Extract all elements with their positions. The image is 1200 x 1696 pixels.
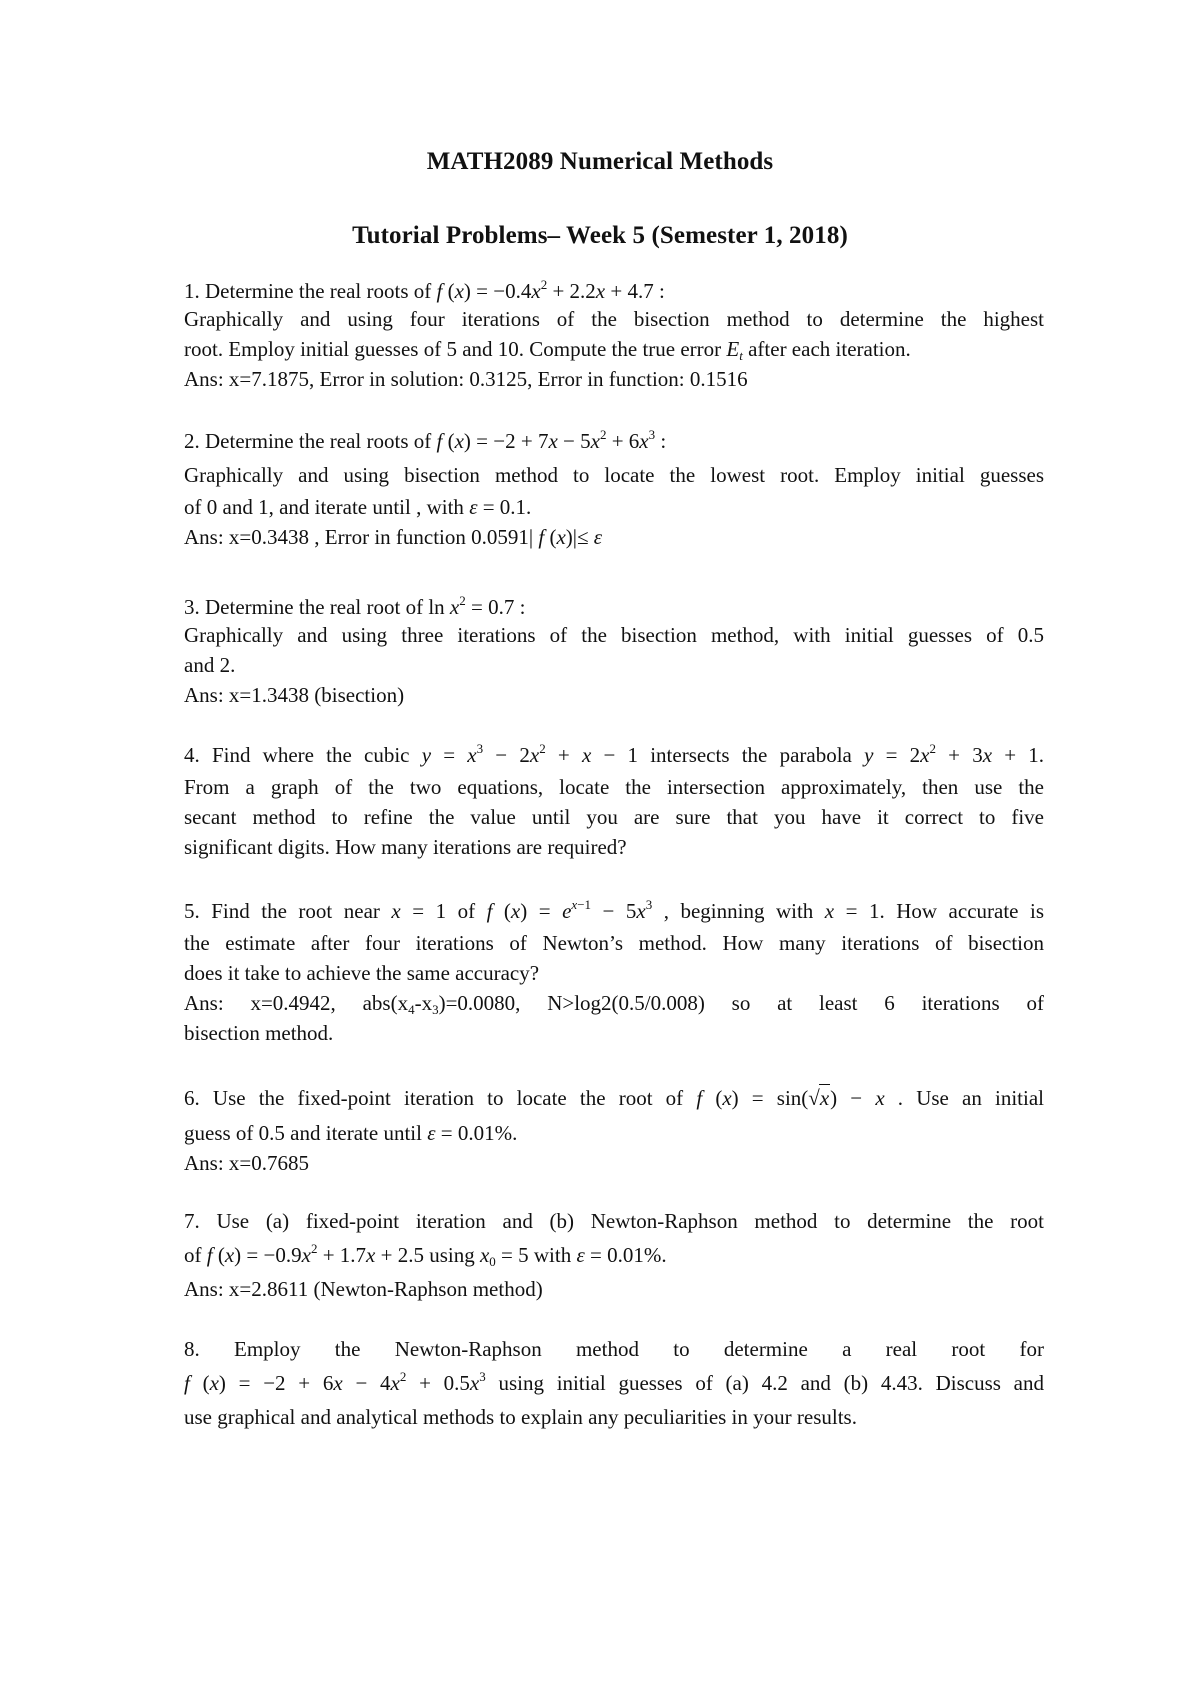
problem-1-line-1: 1. Determine the real roots of f $(x) = -0.4x^2 + 2.2x + 4.7$ : [184,277,665,303]
problem-6-line-2: guess of 0.5 and iterate until ε = 0.01%. [184,1121,518,1145]
problem-3-answer: Ans: x=1.3438 (bisection) [184,683,405,707]
problem-4-line-4: significant digits. How many iterations are required? [184,835,627,859]
problem-3-line-2: Graphically and using three iterations of the bisection method, with initial guesses of 0.5 [184,623,1044,647]
tutorial-subtitle: Tutorial Problems– Week 5 (Semester 1, 2018) [352,222,848,249]
problem-1-line-2: Graphically and using four iterations of the bisection method to determine the highest [184,307,1044,331]
problem-7-answer: Ans: x=2.8611 (Newton-Raphson method) [184,1277,543,1301]
problem-2-answer: Ans: x=0.3438 , Error in function 0.0591| f (x)|≤ ε [184,525,603,549]
course-title: MATH2089 Numerical Methods [426,148,774,175]
problem-5-line-2: the estimate after four iterations of Newton’s method. How many iterations of bisection [184,931,1044,955]
problem-5-answer-line-1: Ans: x=0.4942, $abs(x_4-x_3)=0.0080$, N>log2(0.5/0.008) so at least 6 iterations of [184,991,1044,1017]
problem-1-answer: Ans: x=7.1875, Error in solution: 0.3125, Error in function: 0.1516 [184,367,748,391]
problem-7-line-1: 7. Use (a) fixed-point iteration and (b) Newton-Raphson method to determine the root [184,1209,1044,1233]
problem-4-line-3: secant method to refine the value until you are sure that you have it correct to five [184,805,1044,829]
problem-5-answer-line-2: bisection method. [184,1021,334,1045]
problem-5-line-1: 5. Find the root near x = 1 of f $(x) = e^{x-1} - 5x^3$ , beginning with x = 1. How accurate is [184,897,1044,923]
problem-5-line-3: does it take to achieve the same accuracy? [184,961,540,985]
problem-2-line-2: Graphically and using bisection method to locate the lowest root. Employ initial guesses [184,463,1044,487]
problem-3-line-3: and 2. [184,653,236,677]
problem-4-line-2: From a graph of the two equations, locate the intersection approximately, then use the [184,775,1044,799]
problem-8-line-2: f $(x) = -2 + 6x - 4x^2 + 0.5x^3$ using initial guesses of (a) 4.2 and (b) 4.43. Discuss and [184,1369,1044,1395]
problem-6-answer: Ans: x=0.7685 [184,1151,310,1175]
problem-3-line-1: 3. Determine the real root of $\ln x^2 = 0.7$ : [184,593,526,619]
problem-7-line-2: of f $(x) = -0.9x^2 + 1.7x + 2.5$ using $x_0 = 5$ with ε = 0.01%. [184,1241,667,1269]
problem-8-line-3: use graphical and analytical methods to explain any peculiarities in your results. [184,1405,857,1429]
problem-4-line-1: 4. Find where the cubic $y = x^3 - 2x^2 + x - 1$ intersects the parabola $y = 2x^2 + 3x + 1$. [184,741,1045,767]
problem-1-line-3: root. Employ initial guesses of 5 and 10. Compute the true error $E_t$ after each iteration. [184,337,911,363]
problem-8-line-1: 8. Employ the Newton-Raphson method to determine a real root for [184,1337,1044,1361]
problem-6-line-1: 6. Use the fixed-point iteration to locate the root of f (x) = sin(√x) − x . Use an initial [184,1086,1044,1110]
problem-2-line-3: of 0 and 1, and iterate until , with ε = 0.1. [184,495,532,519]
problem-2-line-1: 2. Determine the real roots of f $(x) = -2 + 7x - 5x^2 + 6x^3$ : [184,427,667,453]
